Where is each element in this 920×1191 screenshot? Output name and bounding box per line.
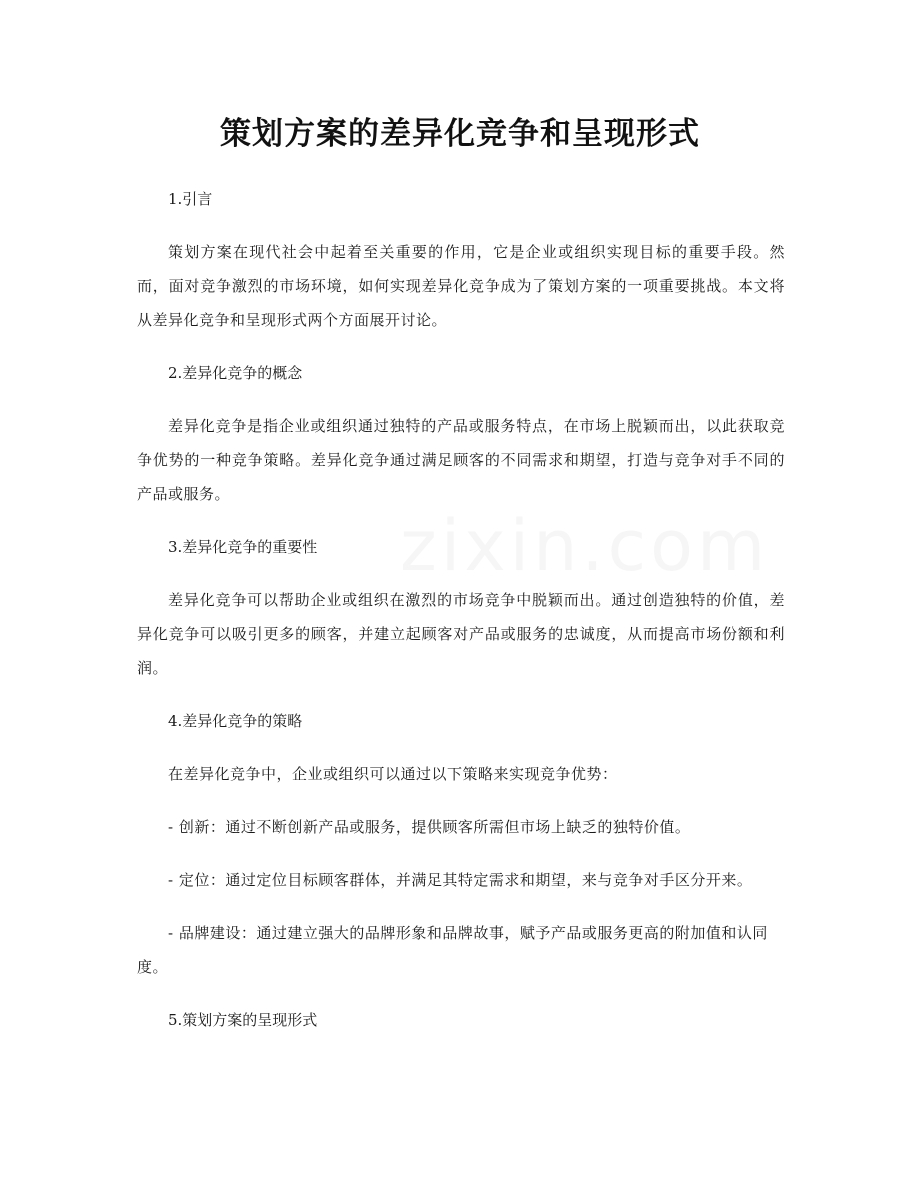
- paragraph-strategy-intro: 在差异化竞争中，企业或组织可以通过以下策略来实现竞争优势：: [168, 765, 618, 783]
- section-heading-introduction: 1.引言: [168, 190, 213, 208]
- list-item-positioning: - 定位：通过定位目标顾客群体，并满足其特定需求和期望，来与竞争对手区分开来。: [168, 871, 753, 889]
- section-heading-presentation: 5.策划方案的呈现形式: [168, 1011, 318, 1029]
- section-heading-strategy: 4.差异化竞争的策略: [168, 712, 303, 730]
- document-body: [137, 182, 785, 1056]
- paragraph-importance: 差异化竞争可以帮助企业或组织在激烈的市场竞争中脱颖而出。通过创造独特的价值，差异化竞争可以吸引更多的顾客，并建立起顾客对产品或服务的忠诚度，从而提高市场份额和利润。: [137, 591, 785, 677]
- section-heading-importance: 3.差异化竞争的重要性: [168, 538, 318, 556]
- list-item-branding: - 品牌建设：通过建立强大的品牌形象和品牌故事，赋予产品或服务更高的附加值和认同度。: [137, 924, 768, 976]
- watermark: zixin.com: [400, 505, 770, 587]
- list-item-innovation: - 创新：通过不断创新产品或服务，提供顾客所需但市场上缺乏的独特价值。: [168, 818, 691, 836]
- paragraph-concept: 差异化竞争是指企业或组织通过独特的产品或服务特点，在市场上脱颖而出，以此获取竞争优势的一种竞争策略。差异化竞争通过满足顾客的不同需求和期望，打造与竞争对手不同的产品或服务。: [137, 417, 785, 503]
- document-title: 策划方案的差异化竞争和呈现形式: [220, 116, 700, 152]
- paragraph-introduction: 策划方案在现代社会中起着至关重要的作用，它是企业或组织实现目标的重要手段。然而，面对竞争激烈的市场环境，如何实现差异化竞争成为了策划方案的一项重要挑战。本文将从差异化竞争和呈现形式两个方面展开讨论。: [137, 243, 785, 329]
- section-heading-concept: 2.差异化竞争的概念: [168, 364, 303, 382]
